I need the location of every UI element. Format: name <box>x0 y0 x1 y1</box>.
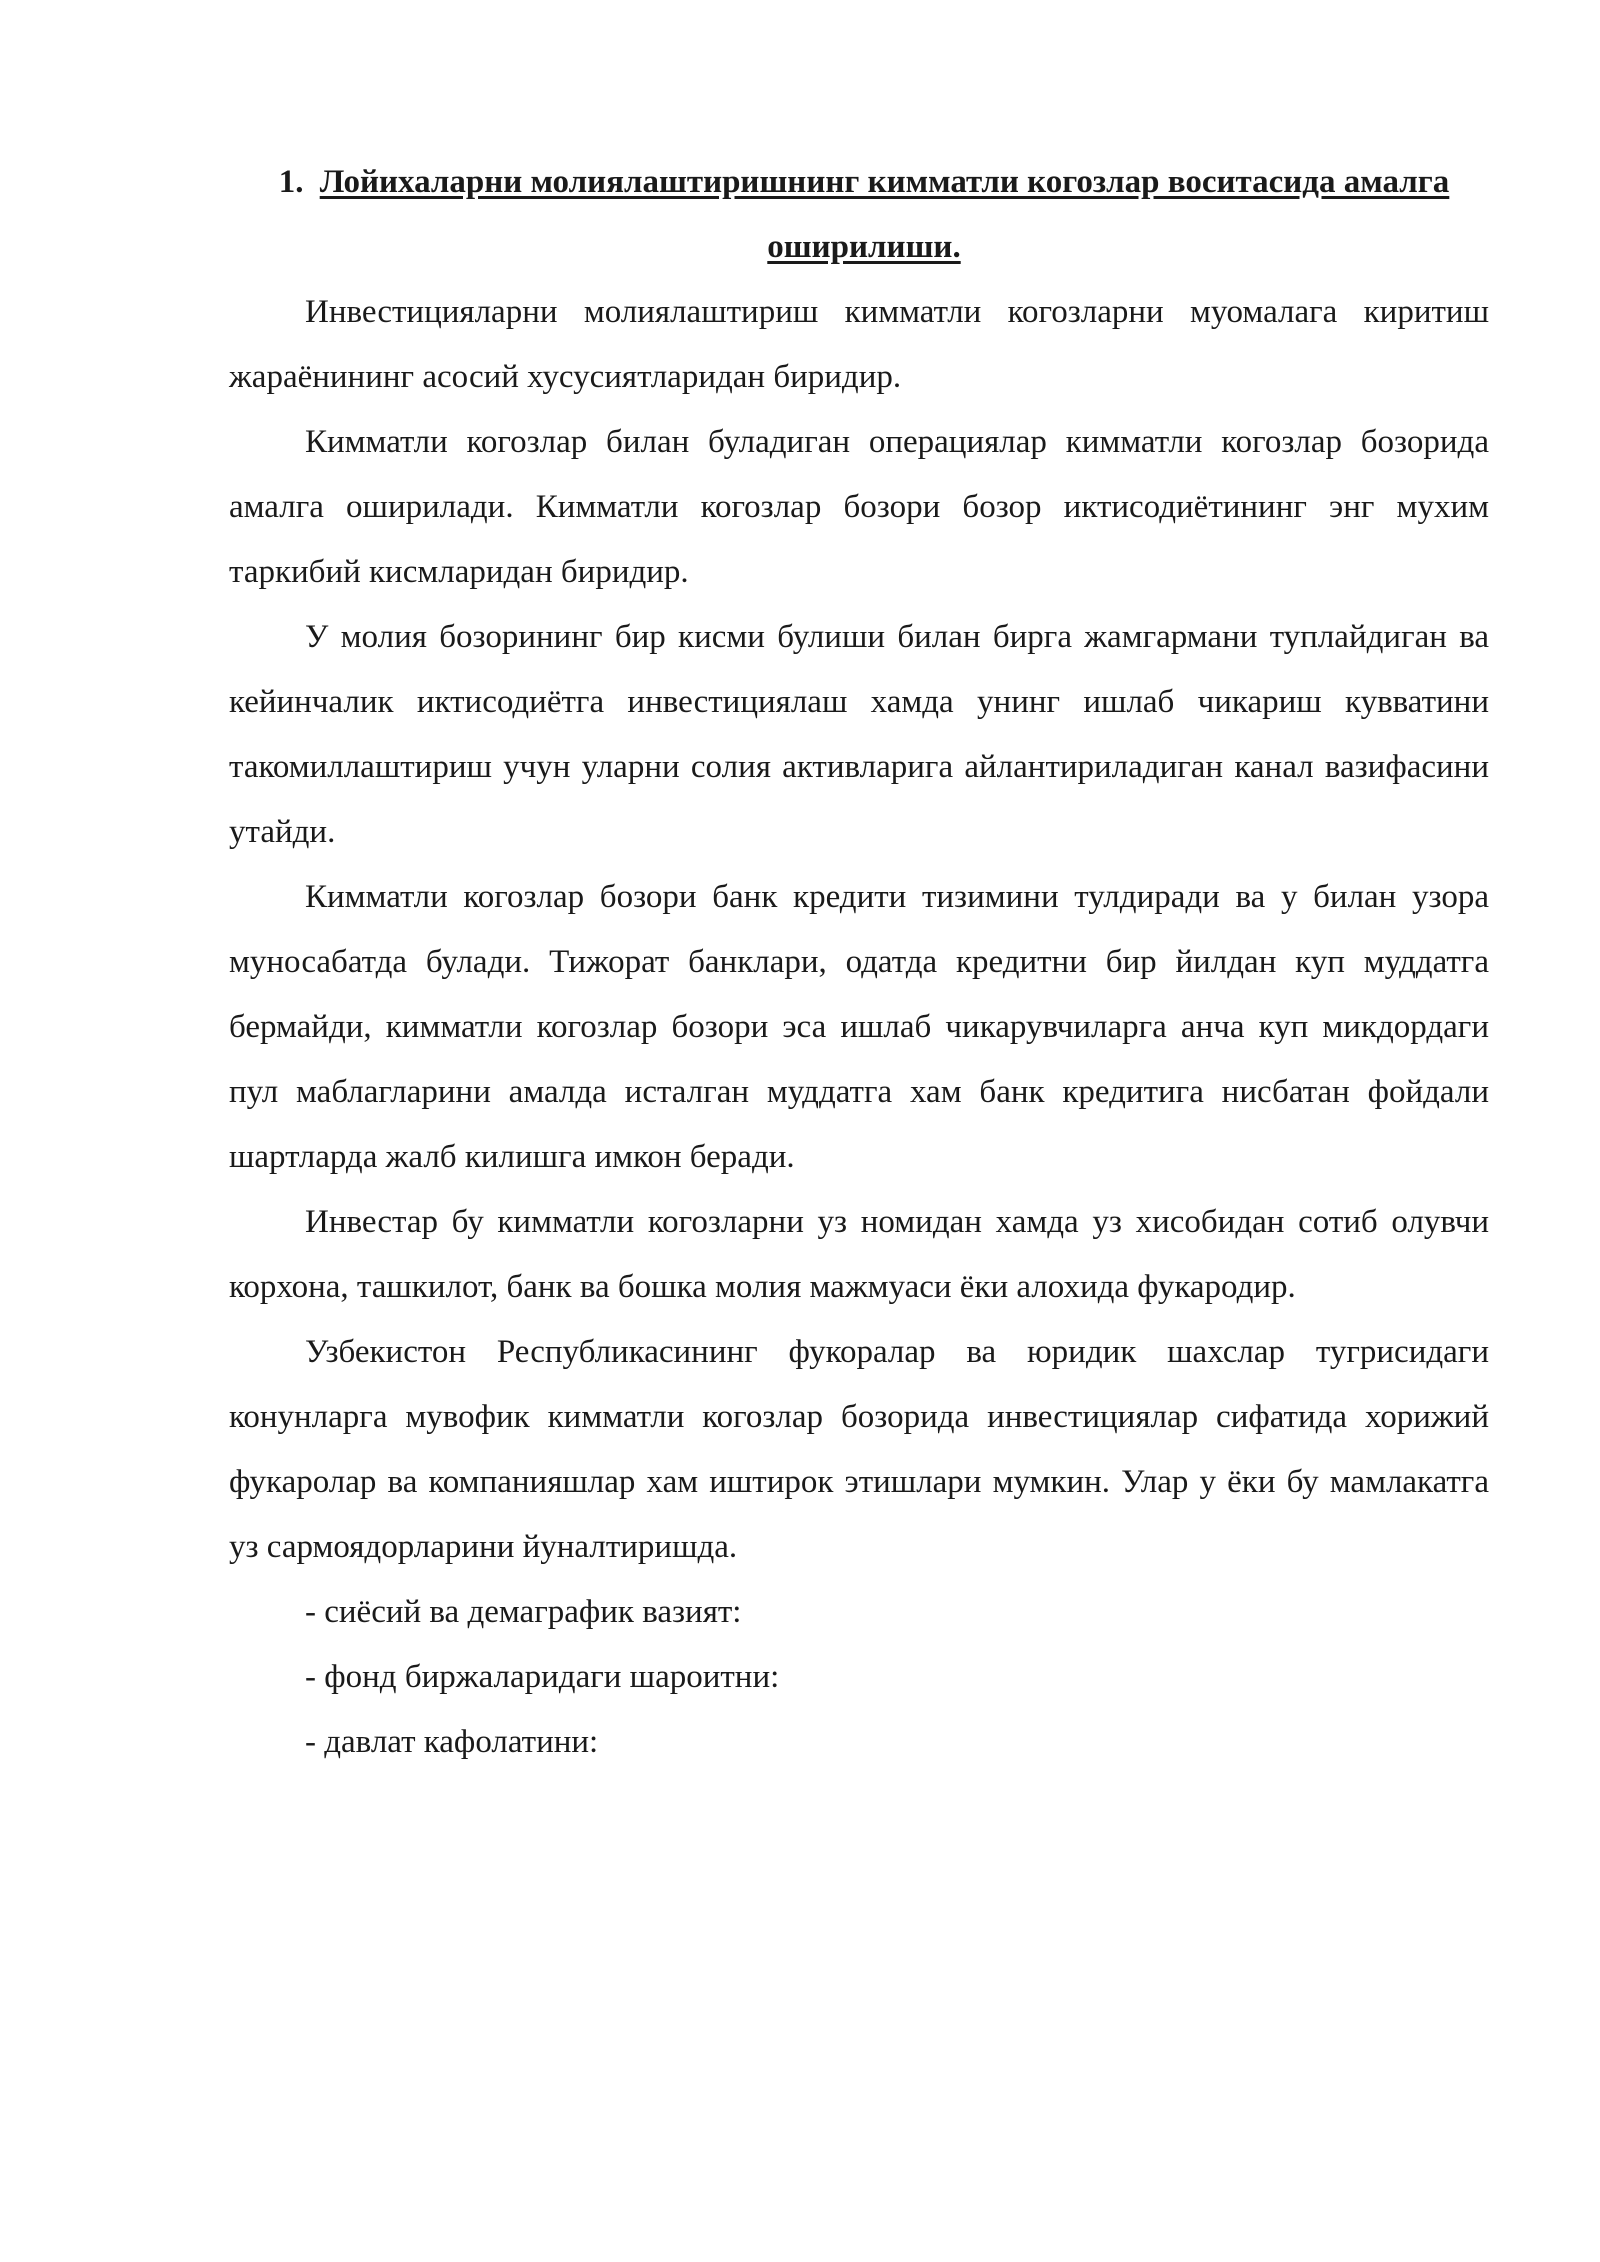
paragraph-3: У молия бозорининг бир кисми булиши билан бирга жамгармани туплайдиган ва кейинчалик иктисодиётга инвестициялаш хамда унинг ишлаб чикариш кувватини такомиллаштириш учун уларни солия активларига айлантириладиган канал вазифасини утайди. <box>229 619 1489 850</box>
document-content <box>229 150 1489 1775</box>
paragraph-5: Инвестар бу кимматли когозларни уз номидан хамда уз хисобидан сотиб олувчи корхона, ташкилот, банк ва бошка молия мажмуаси ёки алохида фукародир. <box>229 1204 1489 1305</box>
list-item-2: - фонд биржаларидаги шароитни: <box>305 1659 780 1695</box>
paragraph-4: Кимматли когозлар бозори банк кредити тизимини тулдиради ва у билан узора муносабатда булади. Тижорат банклари, одатда кредитни бир йилдан куп муддатга бермайди, кимматли когозлар бозори эса ишлаб чикарувчиларга анча куп микдордаги пул маблагларини амалда исталган муддатга хам банк кредитига нисбатан фойдали шартларда жалб килишга имкон беради. <box>229 879 1489 1175</box>
paragraph-1: Инвестицияларни молиялаштириш кимматли когозларни муомалага киритиш жараёнининг асосий хусусиятларидан биридир. <box>229 294 1489 395</box>
section-title: Лойихаларни молиялаштиришнинг кимматли когозлар воситасида амалга оширилиши. <box>319 164 1450 265</box>
paragraph-6: Узбекистон Республикасининг фукоралар ва юридик шахслар тугрисидаги конунларга мувофик кимматли когозлар бозорида инвестициялар сифатида хорижий фукаролар ва компанияшлар хам иштирок этишлари мумкин. Улар у ёки бу мамлакатга уз сармоядорларини йуналтиришда. <box>229 1334 1489 1565</box>
section-heading <box>229 150 1489 280</box>
list-item-3: - давлат кафолатини: <box>305 1724 599 1760</box>
paragraph-2: Кимматли когозлар билан буладиган операциялар кимматли когозлар бозорида амалга оширилади. Кимматли когозлар бозори бозор иктисодиётининг энг мухим таркибий кисмларидан биридир. <box>229 424 1489 590</box>
section-number: 1. <box>278 164 304 200</box>
list-item-1: - сиёсий ва демаграфик вазият: <box>305 1594 742 1630</box>
